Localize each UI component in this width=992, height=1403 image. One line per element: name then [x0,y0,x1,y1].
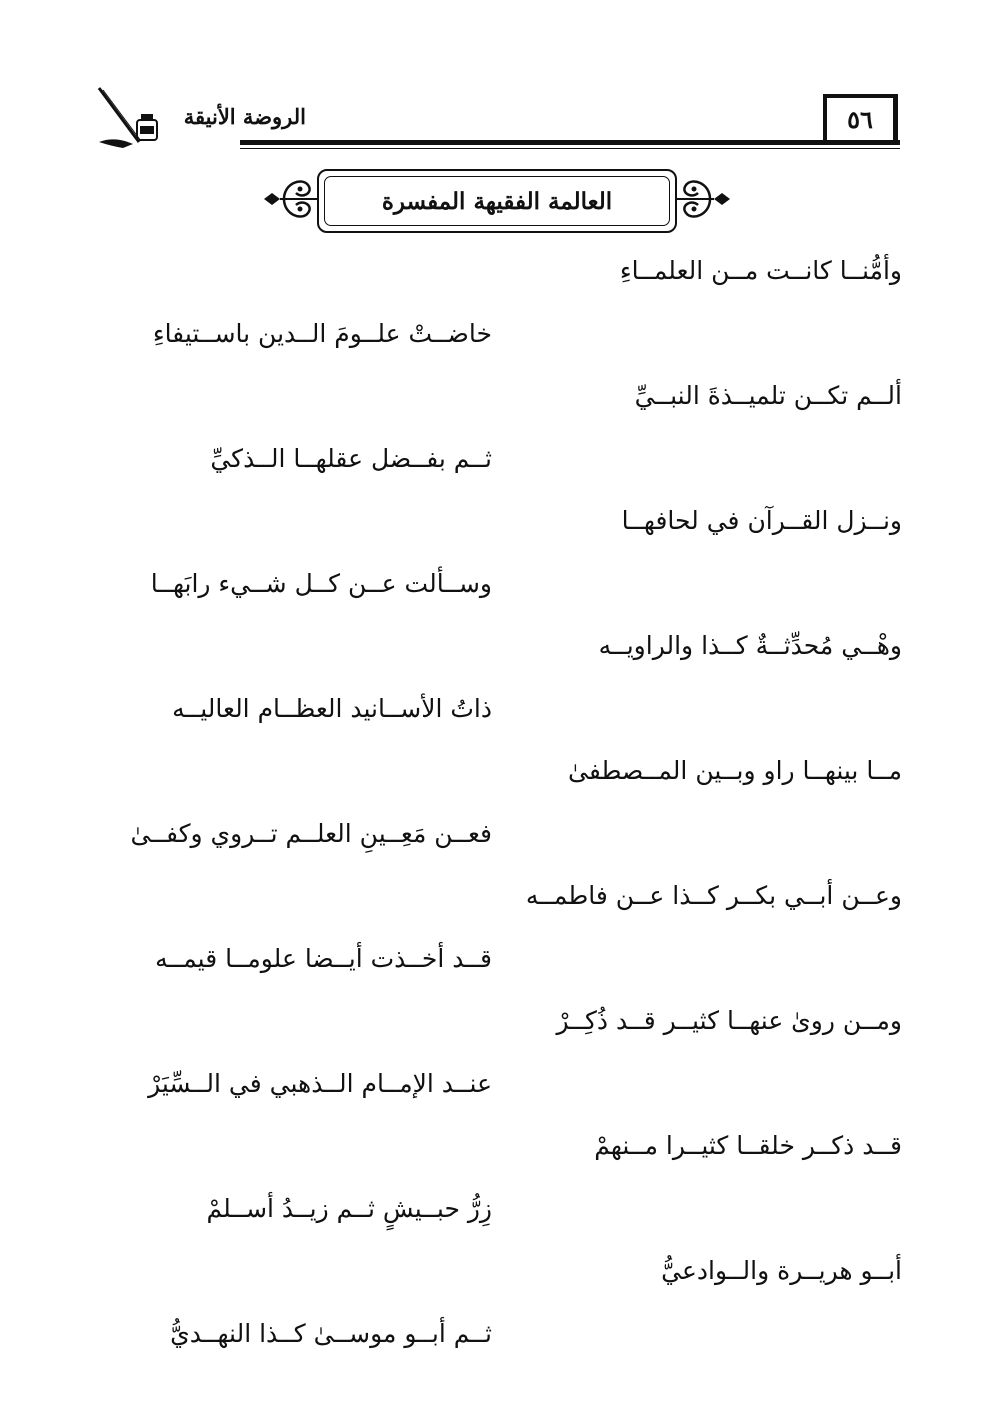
quill-inkwell-icon [95,86,165,152]
ornament-left-icon [262,169,322,229]
section-title: العالمة الفقيهة المفسرة [324,176,670,226]
verse-line: ونــزل القــرآن في لحافهــا [621,506,902,535]
ornament-right-icon [672,169,732,229]
section-title-frame [262,165,732,241]
verse-line: وســألت عــن كــل شــيء رابَهــا [150,569,492,598]
verse-line: أبــو هريــرة والــوادعيُّ [661,1256,902,1285]
verse-line: وهْــي مُحدِّثــةٌ كــذا والراويــه [598,631,902,660]
verse-line: وعــن أبــي بكــر كــذا عــن فاطمــه [525,881,902,910]
header-rule-thin [240,148,900,149]
verse-line: ألــم تكــن تلميــذةَ النبــيِّ [634,381,902,410]
book-title: الروضة الأنيقة [183,104,306,129]
verse-line: قــد ذكــر خلقــا كثيــرا مــنهمْ [594,1131,902,1160]
verse-line: ثــم بفــضل عقلهــا الــذكيِّ [210,444,492,473]
verse-line: ثــم أبــو موســىٰ كــذا النهــديُّ [170,1319,492,1348]
verse-line: وأمُّنــا كانــت مــن العلمــاءِ [619,256,902,285]
verse-line: قــد أخــذت أيــضا علومــا قيمــه [155,944,492,973]
section-title-box [317,169,677,233]
page-header [95,90,900,158]
verse-line: زِرُّ حبــيشٍ ثــم زيــدُ أســلمْ [206,1194,492,1223]
header-rule [240,140,900,145]
verse-line: ذاتُ الأســانيد العظــام العاليــه [172,694,492,723]
verse-line: مــا بينهــا راو وبــين المــصطفىٰ [568,756,902,785]
verse-line: خاضــتْ علــومَ الــدين باســتيفاءِ [152,319,492,348]
verse-line: عنــد الإمــام الــذهبي في الــسِّيَرْ [148,1069,492,1098]
verse-line: فعــن مَعِــينِ العلــم تــروي وكفــىٰ [130,819,492,848]
verse-line: ومــن روىٰ عنهــا كثيــر قــد ذُكِــرْ [556,1006,902,1035]
page-number: ٥٦ [823,94,898,140]
